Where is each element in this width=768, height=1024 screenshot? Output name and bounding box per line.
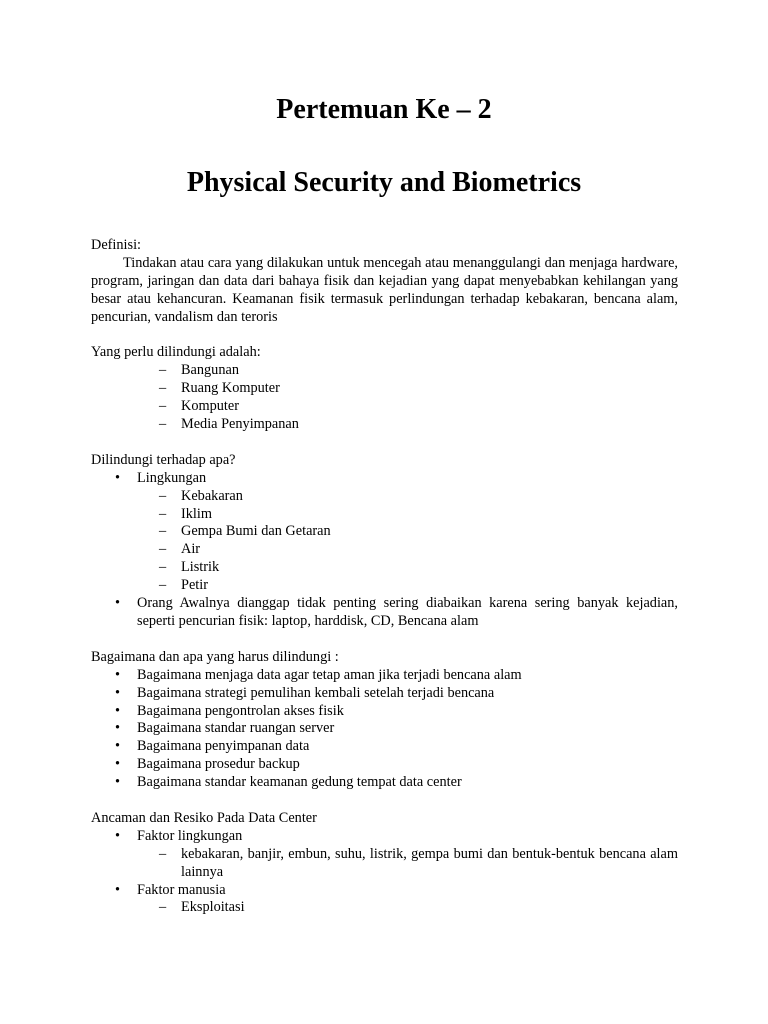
list-item: – Bangunan <box>91 362 678 380</box>
bagaimana-list <box>91 667 678 792</box>
list-item: – Media Penyimpanan <box>91 416 678 434</box>
lingkungan-item: • Lingkungan <box>91 470 678 488</box>
list-item: – Listrik <box>91 559 678 577</box>
page-title: Pertemuan Ke – 2 <box>276 94 492 125</box>
list-item: – Iklim <box>91 506 678 524</box>
list-item: • Bagaimana menjaga data agar tetap aman jika terjadi bencana alam <box>91 667 678 685</box>
definisi-heading: Definisi: <box>91 237 142 253</box>
definisi-text: Tindakan atau cara yang dilakukan untuk mencegah atau menanggulangi dan menjaga hardware, program, jaringan dan data dari bahaya fisik dan kejadian yang dapat menyebabkan kehilangan yang besar atau kehancuran. Keamanan fisik termasuk perlindungan terhadap kebakaran, bencana alam, pencurian, vandalism dan teroris <box>91 254 678 325</box>
list-item: • Bagaimana pengontrolan akses fisik <box>91 703 678 721</box>
list-item: – Air <box>91 541 678 559</box>
terhadap-list <box>91 470 678 631</box>
list-item: • Bagaimana penyimpanan data <box>91 738 678 756</box>
bagaimana-heading: Bagaimana dan apa yang harus dilindungi : <box>91 648 339 665</box>
faktor-manusia-item: • Faktor manusia <box>91 882 678 900</box>
list-item: – Ruang Komputer <box>91 380 678 398</box>
list-item: • Bagaimana strategi pemulihan kembali setelah terjadi bencana <box>91 685 678 703</box>
faktor-manusia-detail: – Eksploitasi <box>91 899 678 917</box>
list-item: – Petir <box>91 577 678 595</box>
list-item: – Gempa Bumi dan Getaran <box>91 523 678 541</box>
list-item: – Kebakaran <box>91 488 678 506</box>
list-item: – Komputer <box>91 398 678 416</box>
document-body <box>91 237 678 917</box>
list-item: • Bagaimana standar keamanan gedung tempat data center <box>91 774 678 792</box>
list-item: • Bagaimana standar ruangan server <box>91 720 678 738</box>
page-subtitle: Physical Security and Biometrics <box>186 167 582 198</box>
perlu-heading: Yang perlu dilindungi adalah: <box>91 344 261 361</box>
terhadap-heading: Dilindungi terhadap apa? <box>91 451 236 468</box>
list-item: • Bagaimana prosedur backup <box>91 756 678 774</box>
ancaman-list <box>91 828 678 918</box>
orang-item: • Orang Awalnya dianggap tidak penting sering diabaikan karena sering banyak kejadian, seperti pencurian fisik: laptop, harddisk, CD, Bencana alam <box>91 595 678 631</box>
ancaman-heading: Ancaman dan Resiko Pada Data Center <box>91 809 317 826</box>
faktor-lingkungan-detail: – kebakaran, banjir, embun, suhu, listrik, gempa bumi dan bentuk-bentuk bencana alam lainnya <box>91 846 678 882</box>
faktor-lingkungan-item: • Faktor lingkungan <box>91 828 678 846</box>
perlu-list <box>91 362 678 434</box>
